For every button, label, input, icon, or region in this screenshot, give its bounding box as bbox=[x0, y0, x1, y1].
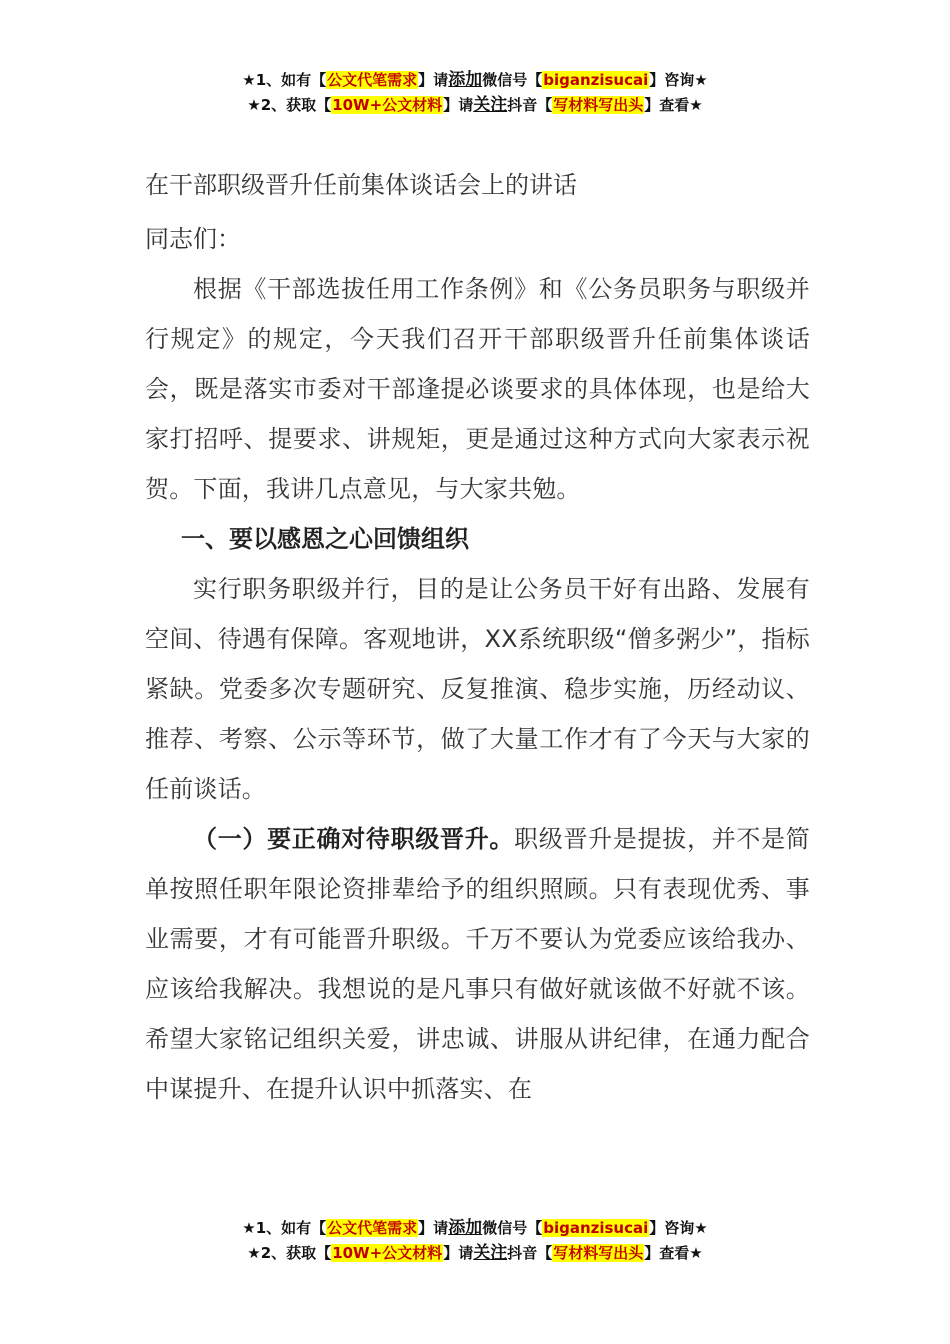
footer-banner bbox=[0, 1216, 950, 1266]
banner-line-1: ★1、如有【公文代笔需求】请添加微信号【biganzisucai】咨询★ bbox=[242, 1218, 708, 1238]
subsection-heading: （一）要正确对待职级晋升。 bbox=[193, 825, 515, 853]
highlight-materials: 10W+公文材料 bbox=[332, 1244, 443, 1262]
document-title: 在干部职级晋升任前集体谈话会上的讲话 bbox=[145, 171, 577, 199]
highlight-wechat-id: biganzisucai bbox=[543, 1219, 649, 1237]
banner-line-1: ★1、如有【公文代笔需求】请添加微信号【biganzisucai】咨询★ bbox=[242, 70, 708, 90]
highlight-wechat-id: biganzisucai bbox=[543, 71, 649, 89]
paragraph-subsection-1: （一）要正确对待职级晋升。职级晋升是提拔，并不是简单按照任职年限论资排辈给予的组织照顾。只有表现优秀、事业需要，才有可能晋升职级。千万不要认为党委应该给我办、应该给我解决。我想说的是凡事只有做好就该做不好就不该。希望大家铭记组织关爱，讲忠诚、讲服从讲纪律，在通力配合中谋提升、在提升认识中抓落实、在 bbox=[145, 825, 810, 1103]
paragraph-intro: 根据《干部选拔任用工作条例》和《公务员职务与职级并行规定》的规定，今天我们召开干部职级晋升任前集体谈话会，既是落实市委对干部逢提必谈要求的具体体现，也是给大家打招呼、提要求、讲规矩，更是通过这种方式向大家表示祝贺。下面，我讲几点意见，与大家共勉。 bbox=[145, 275, 810, 503]
banner-line-2: ★2、获取【10W+公文材料】请关注抖音【写材料写出头】查看★ bbox=[247, 1243, 703, 1263]
highlight-douyin: 写材料写出头 bbox=[553, 96, 644, 114]
greeting: 同志们： bbox=[145, 225, 241, 253]
banner-line-2: ★2、获取【10W+公文材料】请关注抖音【写材料写出头】查看★ bbox=[247, 95, 703, 115]
highlight-service: 公文代笔需求 bbox=[327, 1219, 418, 1237]
paragraph-section-1: 实行职务职级并行，目的是让公务员干好有出路、发展有空间、待遇有保障。客观地讲，XX系统职级“僧多粥少”，指标紧缺。党委多次专题研究、反复推演、稳步实施，历经动议、推荐、考察、公示等环节，做了大量工作才有了今天与大家的任前谈话。 bbox=[145, 575, 810, 803]
document-body bbox=[145, 160, 810, 1114]
highlight-service: 公文代笔需求 bbox=[327, 71, 418, 89]
header-banner bbox=[0, 68, 950, 118]
highlight-materials: 10W+公文材料 bbox=[332, 96, 443, 114]
highlight-douyin: 写材料写出头 bbox=[553, 1244, 644, 1262]
section-heading-1: 一、要以感恩之心回馈组织 bbox=[181, 525, 469, 553]
